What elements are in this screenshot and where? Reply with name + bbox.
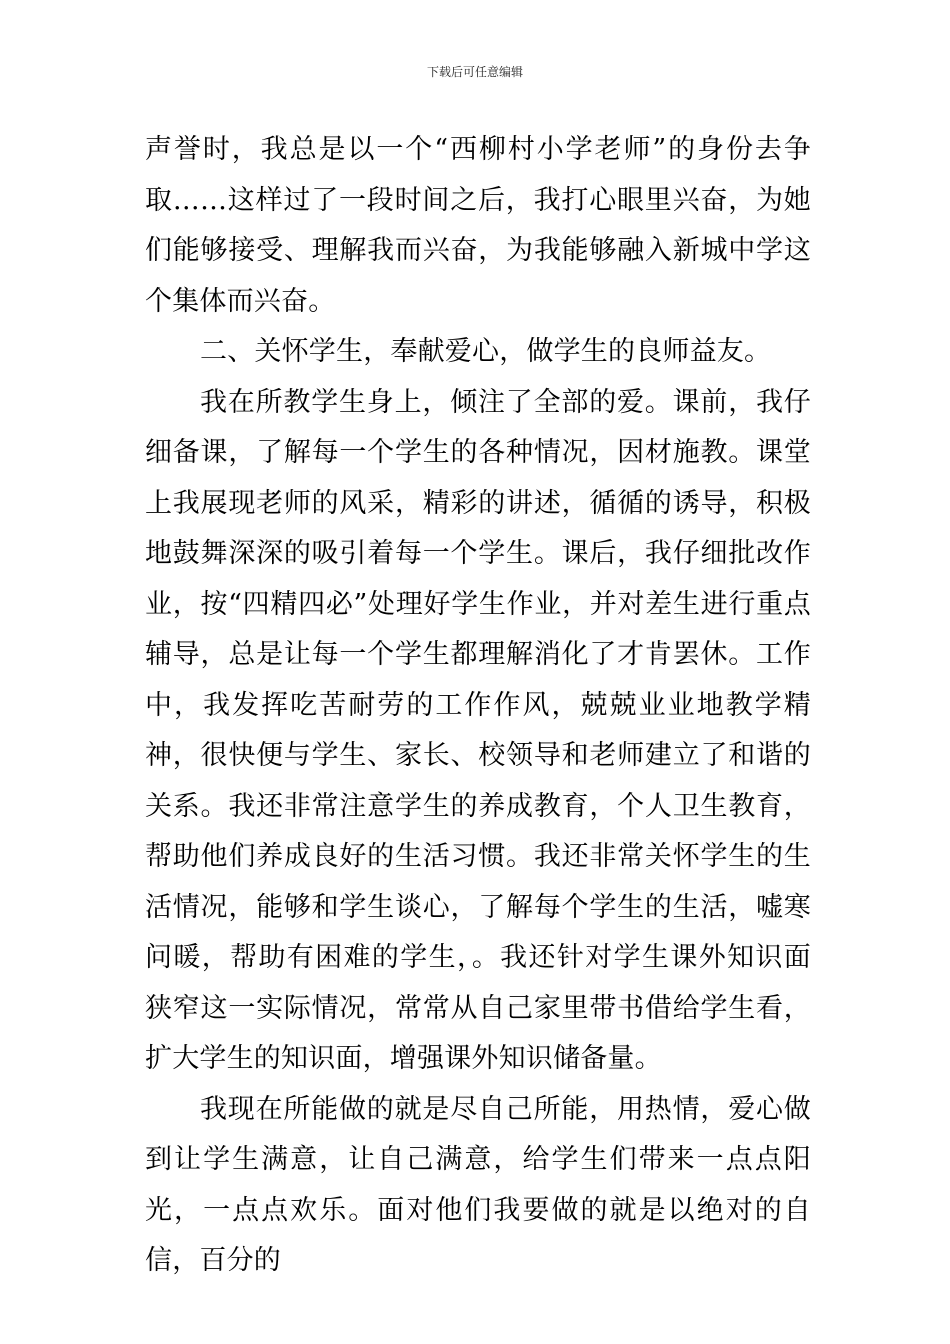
paragraph-current-efforts: 我现在所能做的就是尽自己所能，用热情，爱心做到让学生满意，让自己满意，给学生们带来一点点阳光，一点点欢乐。面对他们我要做的就是以绝对的自信，百分的 xyxy=(145,1093,811,1276)
header-note: 下载后可任意编辑 xyxy=(426,65,523,79)
section-heading-care-for-students: 二、关怀学生，奉献爱心，做学生的良师益友。 xyxy=(200,336,772,367)
paragraph-love-for-students: 我在所教学生身上，倾注了全部的爱。课前，我仔细备课，了解每一个学生的各种情况，因材施教。课堂上我展现老师的风采，精彩的讲述，循循的诱导，积极地鼓舞深深的吸引着每一个学生。课后，我仔细批改作业，按“四精四必”处理好学生作业，并对差生进行重点辅导，总是让每一个学生都理解消化了才肯罢休。工作中，我发挥吃苦耐劳的工作作风，兢兢业业地教学精神，很快便与学生、家长、校领导和老师建立了和谐的关系。我还非常注意学生的养成教育，个人卫生教育，帮助他们养成良好的生活习惯。我还非常关怀学生的生活情况，能够和学生谈心，了解每个学生的生活，嘘寒问暖，帮助有困难的学生，。我还针对学生课外知识面狭窄这一实际情况，常常从自己家里带书借给学生看，扩大学生的知识面，增强课外知识储备量。 xyxy=(145,386,811,1074)
document-body xyxy=(145,125,811,1287)
paragraph-continuation: 声誉时，我总是以一个“西柳村小学老师”的身份去争取……这样过了一段时间之后，我打心眼里兴奋，为她们能够接受、理解我而兴奋，为我能够融入新城中学这个集体而兴奋。 xyxy=(145,134,811,317)
